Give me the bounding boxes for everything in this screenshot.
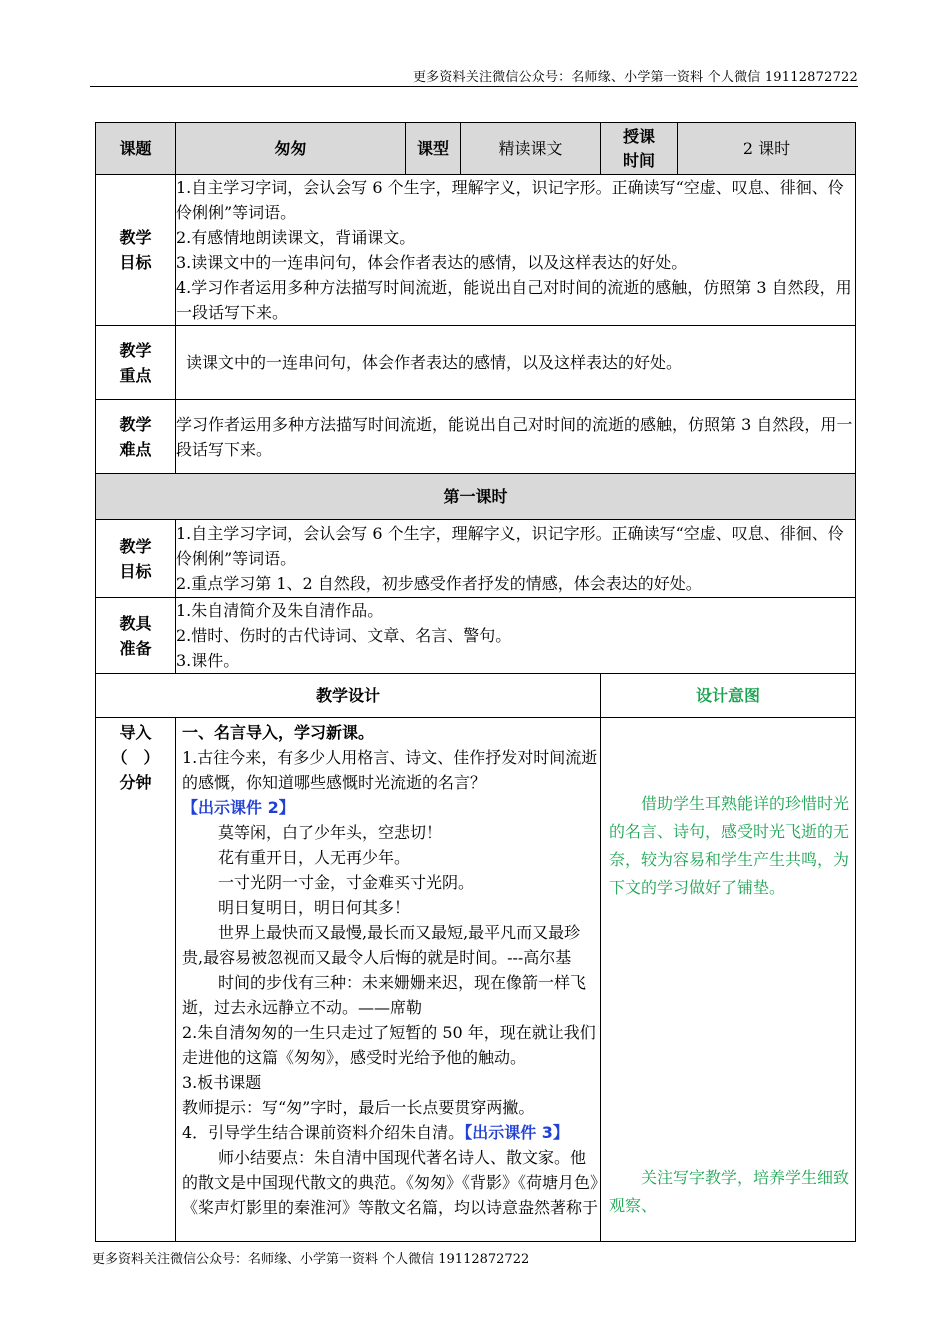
zhongdian-content: 读课文中的一连串问句，体会作者表达的感情，以及这样表达的好处。 [176, 326, 856, 400]
shouke-value: 2 课时 [678, 123, 856, 175]
quote: 明日复明日，明日何其多！ [218, 898, 411, 917]
mubiao-content [176, 175, 856, 326]
nandian-content: 学习作者运用多种方法描写时间流逝，能说出自己对时间的流逝的感触，仿照第 3 自然段，用一段话写下来。 [176, 400, 856, 474]
mubiao2-label: 教学目标 [96, 520, 176, 598]
mubiao-row [96, 175, 856, 326]
design-q3: 3.板书课题 [182, 1073, 262, 1092]
quote: 时间的步伐有三种：未来姗姗来迟，现在像箭一样飞逝，过去永远静立不动。——席勒 [182, 973, 587, 1017]
mubiao-line: 4.学习作者运用多种方法描写时间流逝，能说出自己对时间的流逝的感触，仿照第 3 自然段，用一段话写下来。 [176, 278, 852, 322]
mubiao2-line: 1.自主学习字词，会认会写 6 个生字，理解字义，识记字形。正确读写“空虚、叹息、徘徊、伶伶俐俐”等词语。 [176, 524, 844, 568]
keti-label: 课题 [96, 123, 176, 175]
mubiao2-line: 2.重点学习第 1、2 自然段，初步感受作者抒发的情感，体会表达的好处。 [176, 574, 702, 593]
design-tip: 教师提示：写“匆”字时，最后一长点要贯穿两撇。 [182, 1098, 535, 1117]
keti-value: 匆匆 [176, 123, 406, 175]
mubiao-line: 1.自主学习字词，会认会写 6 个生字，理解字义，识记字形。正确读写“空虚、叹息、徘徊、伶伶俐俐”等词语。 [176, 178, 844, 222]
mubiao2-row [96, 520, 856, 598]
zhongdian-label: 教学重点 [96, 326, 176, 400]
jiaoju-line: 3.课件。 [176, 651, 240, 670]
jiaoju-label: 教具准备 [96, 598, 176, 674]
nandian-label: 教学难点 [96, 400, 176, 474]
intent-p2: 关注写字教学，培养学生细致观察、 [609, 1168, 850, 1215]
quote: 世界上最快而又最慢,最长而又最短,最平凡而又最珍贵,最容易被忽视而又最令人后悔的就是时间。---高尔基 [182, 923, 581, 967]
design-summary: 师小结要点：朱自清中国现代著名诗人、散文家。他的散文是中国现代散文的典范。《匆匆》《背影》《荷塘月色》《桨声灯影里的秦淮河》等散文名篇，均以诗意盎然著称于 [182, 1148, 598, 1217]
design-q1: 1.古往今来，有多少人用格言、诗文、佳作抒发对时间流逝的感慨，你知道哪些感慨时光流逝的名言？ [182, 748, 598, 792]
intent-content [601, 718, 856, 1242]
phase-label: 导入（ ）分钟 [96, 718, 176, 1242]
kexing-label: 课型 [406, 123, 461, 175]
mubiao-line: 2.有感情地朗读课文，背诵课文。 [176, 228, 416, 247]
section-title: 第一课时 [96, 474, 856, 520]
section-row [96, 474, 856, 520]
jiaoju-line: 1.朱自清简介及朱自清作品。 [176, 601, 384, 620]
design-header-row [96, 674, 856, 718]
nandian-row [96, 400, 856, 474]
lesson-plan-table [95, 122, 856, 1242]
jiaoju-content [176, 598, 856, 674]
kexing-value: 精读课文 [461, 123, 601, 175]
jiaoju-line: 2.惜时、伤时的古代诗词、文章、名言、警句。 [176, 626, 512, 645]
intent-header: 设计意图 [601, 674, 856, 718]
mubiao2-content [176, 520, 856, 598]
jiaoju-row [96, 598, 856, 674]
quote: 花有重开日，人无再少年。 [218, 848, 411, 867]
design-q2: 2.朱自清匆匆的一生只走过了短暂的 50 年，现在就让我们走进他的这篇《匆匆》，感受时光给予他的触动。 [182, 1023, 596, 1067]
design-heading: 一、名言导入，学习新课。 [182, 723, 375, 742]
title-row [96, 123, 856, 175]
intent-p1: 借助学生耳熟能详的珍惜时光的名言、诗句，感受时光飞逝的无奈，较为容易和学生产生共鸣，为下文的学习做好了铺垫。 [609, 794, 850, 897]
design-header: 教学设计 [96, 674, 601, 718]
mubiao-line: 3.读课文中的一连串问句，体会作者表达的感情，以及这样表达的好处。 [176, 253, 688, 272]
footer-note: 更多资料关注微信公众号：名师缘、小学第一资料 个人微信 19112872722 [92, 1252, 530, 1267]
shouke-label: 授课时间 [601, 123, 678, 175]
header-note: 更多资料关注微信公众号：名师缘、小学第一资料 个人微信 19112872722 [412, 70, 858, 85]
quote: 一寸光阴一寸金，寸金难买寸光阴。 [218, 873, 475, 892]
design-row [96, 718, 856, 1242]
mubiao-label: 教学目标 [96, 175, 176, 326]
courseware-3-link: 【出示课件 3】 [464, 1123, 569, 1142]
zhongdian-row [96, 326, 856, 400]
courseware-2-link: 【出示课件 2】 [182, 798, 295, 817]
design-content [176, 718, 601, 1242]
design-q4-text: 4．引导学生结合课前资料介绍朱自清。 [182, 1123, 465, 1142]
design-q4 [182, 1120, 598, 1145]
quote: 莫等闲，白了少年头，空悲切！ [218, 823, 443, 842]
header-divider [90, 86, 858, 87]
